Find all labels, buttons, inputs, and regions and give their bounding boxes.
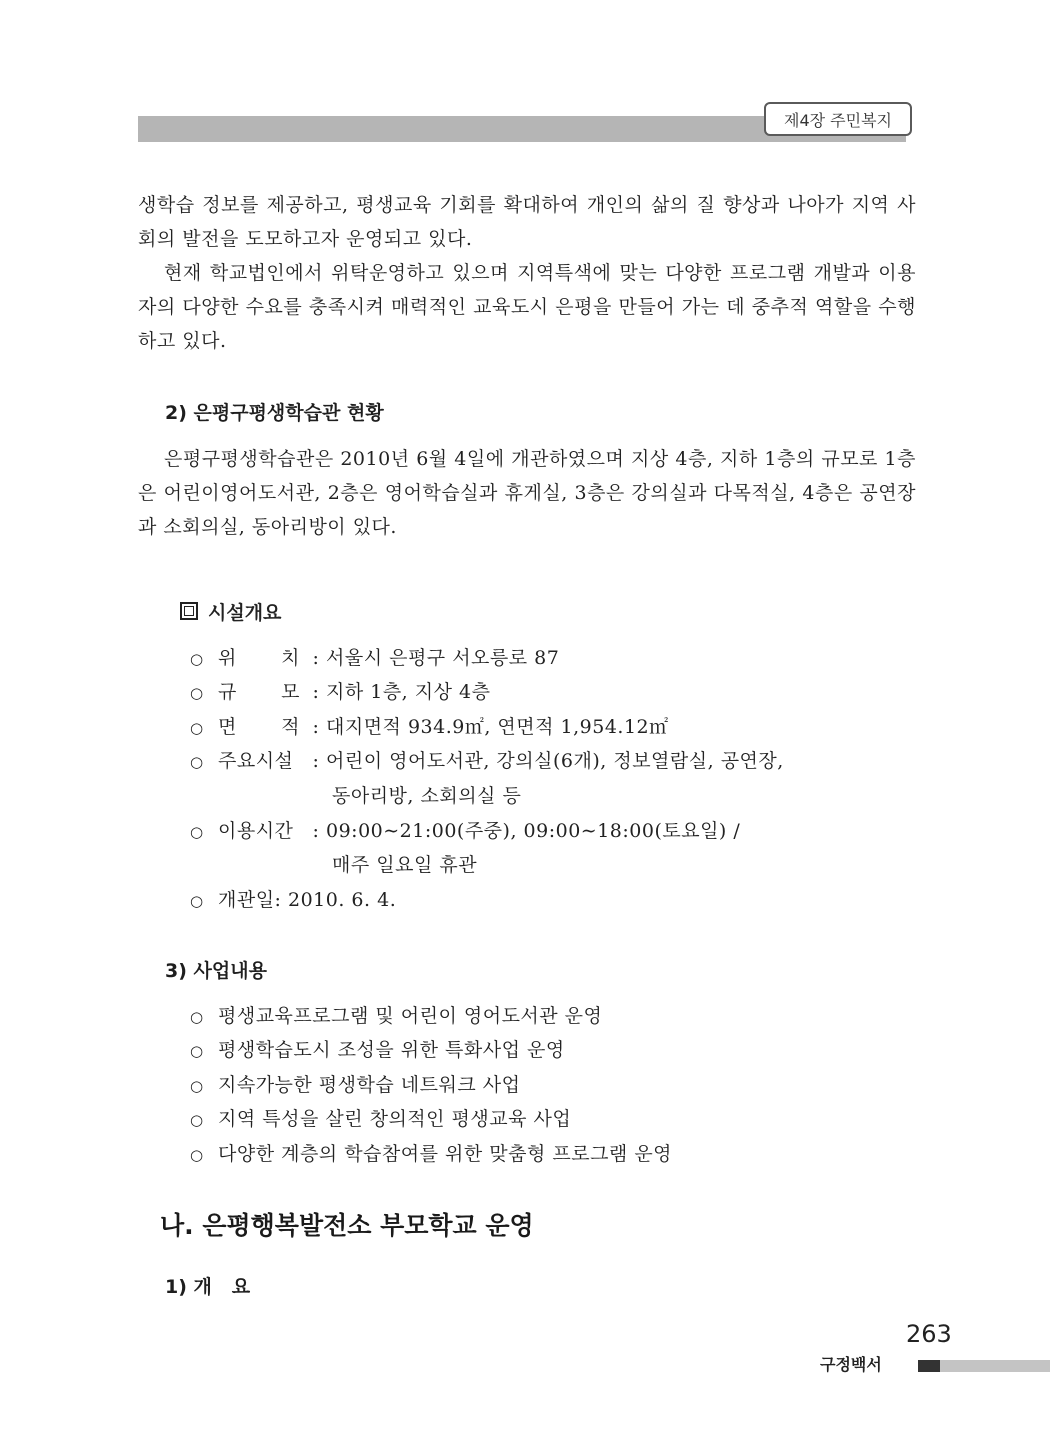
circle-bullet-icon: ○ (190, 1008, 204, 1026)
circle-bullet-icon: ○ (190, 1111, 204, 1129)
circle-bullet-icon: ○ (190, 753, 204, 771)
facility-item-main-facilities: ○ 주요시설 : 어린이 영어도서관, 강의실(6개), 정보열람실, 공연장, (190, 744, 784, 779)
facility-item-area: ○ 면 적 : 대지면적 934.9㎡, 연면적 1,954.12㎡ (190, 710, 669, 745)
facility-scale-value: 지하 1층, 지상 4층 (325, 681, 491, 703)
business-item: ○ 평생학습도시 조성을 위한 특화사업 운영 (190, 1033, 565, 1068)
facility-heading-text: 시설개요 (208, 602, 282, 624)
checkbox-square-icon (180, 602, 198, 620)
facility-hours-value: 09:00∼21:00(주중), 09:00∼18:00(토요일) / (325, 820, 741, 842)
footer-bar-dark (918, 1360, 940, 1372)
status-paragraph: 은평구평생학습관은 2010년 6월 4일에 개관하였으며 지상 4층, 지하 1층의 규모로 1층은 어린이영어도서관, 2층은 영어학습실과 휴게실, 3층은 강의실과 다목적실, 4층은 공연장과 소회의실, 동아리방이 있다. (138, 448, 916, 538)
facility-item-location: ○ 위 치 : 서울시 은평구 서오릉로 87 (190, 641, 559, 676)
business-item: ○ 지역 특성을 살린 창의적인 평생교육 사업 (190, 1102, 571, 1137)
facility-opening-date-text: 개관일: 2010. 6. 4. (218, 889, 397, 911)
chapter-tab: 제4장 주민복지 (764, 102, 912, 136)
status-heading: 2) 은평구평생학습관 현황 (165, 402, 384, 424)
facility-hours-continued: 매주 일요일 휴관 (332, 854, 478, 876)
circle-bullet-icon: ○ (190, 719, 204, 737)
section-heading: 나. 은평행복발전소 부모학교 운영 (160, 1211, 534, 1240)
circle-bullet-icon: ○ (190, 1146, 204, 1164)
circle-bullet-icon: ○ (190, 1042, 204, 1060)
circle-bullet-icon: ○ (190, 892, 204, 910)
intro-paragraph-1: 생학습 정보를 제공하고, 평생교육 기회를 확대하여 개인의 삶의 질 향상과 나아가 지역 사회의 발전을 도모하고자 운영되고 있다. (138, 194, 916, 250)
book-title: 구정백서 (820, 1355, 882, 1374)
facility-item-scale: ○ 규 모 : 지하 1층, 지상 4층 (190, 675, 490, 710)
page-number: 263 (906, 1320, 952, 1348)
business-item: ○ 지속가능한 평생학습 네트워크 사업 (190, 1068, 520, 1103)
intro-paragraph-2: 현재 학교법인에서 위탁운영하고 있으며 지역특색에 맞는 다양한 프로그램 개발과 이용자의 다양한 수요를 충족시켜 매력적인 교육도시 은평을 만들어 가는 데 중추적 역할을 수행하고 있다. (138, 262, 916, 352)
facility-main-facilities-value: 어린이 영어도서관, 강의실(6개), 정보열람실, 공연장, (325, 750, 784, 772)
facility-item-opening-date (190, 883, 396, 918)
overview-sub-heading: 1) 개 요 (165, 1276, 251, 1298)
circle-bullet-icon: ○ (190, 684, 204, 702)
business-item: ○ 평생교육프로그램 및 어린이 영어도서관 운영 (190, 999, 602, 1034)
circle-bullet-icon: ○ (190, 823, 204, 841)
facility-location-value: 서울시 은평구 서오릉로 87 (325, 647, 560, 669)
business-heading: 3) 사업내용 (165, 960, 267, 982)
footer-bar-light (940, 1360, 1050, 1372)
circle-bullet-icon: ○ (190, 1077, 204, 1095)
circle-bullet-icon: ○ (190, 650, 204, 668)
facility-item-hours: ○ 이용시간 : 09:00∼21:00(주중), 09:00∼18:00(토요일) / (190, 814, 740, 849)
facility-area-value: 대지면적 934.9㎡, 연면적 1,954.12㎡ (325, 716, 669, 738)
facility-heading (180, 598, 281, 625)
business-item: ○ 다양한 계층의 학습참여를 위한 맞춤형 프로그램 운영 (190, 1137, 672, 1172)
facility-main-facilities-continued: 동아리방, 소회의실 등 (332, 785, 522, 807)
